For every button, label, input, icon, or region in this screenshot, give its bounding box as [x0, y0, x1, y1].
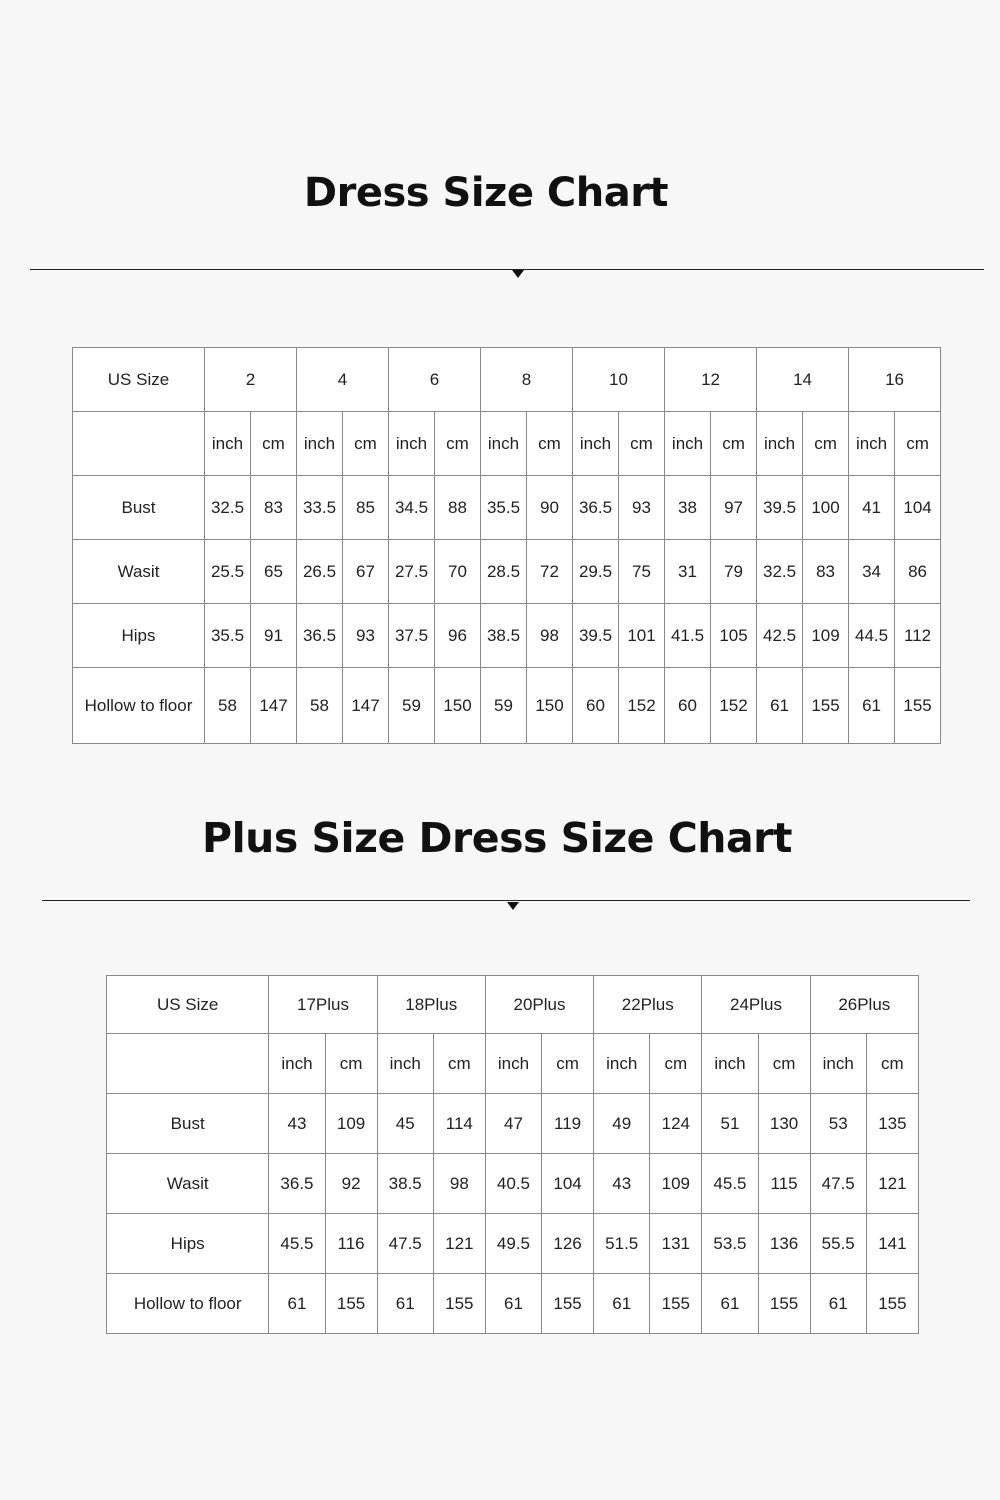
title-divider — [30, 269, 984, 270]
size-header-row — [107, 976, 919, 1034]
measurement-cell: 38.5 — [377, 1154, 433, 1214]
unit-inch: inch — [481, 412, 527, 476]
unit-inch: inch — [205, 412, 251, 476]
unit-inch: inch — [849, 412, 895, 476]
measurement-cell: 67 — [343, 540, 389, 604]
measurement-cell: 88 — [435, 476, 481, 540]
measurement-cell: 61 — [810, 1274, 866, 1334]
size-header: 14 — [757, 348, 849, 412]
measurement-cell: 27.5 — [389, 540, 435, 604]
unit-cm: cm — [619, 412, 665, 476]
measurement-cell: 49.5 — [485, 1214, 541, 1274]
measurement-cell: 90 — [527, 476, 573, 540]
measurement-cell: 93 — [343, 604, 389, 668]
size-column-label: US Size — [73, 348, 205, 412]
measurement-cell: 61 — [702, 1274, 758, 1334]
unit-inch: inch — [389, 412, 435, 476]
measurement-cell: 47 — [485, 1094, 541, 1154]
measurement-cell: 45 — [377, 1094, 433, 1154]
unit-inch: inch — [573, 412, 619, 476]
measurement-cell: 155 — [325, 1274, 377, 1334]
measurement-cell: 72 — [527, 540, 573, 604]
plus-size-table — [106, 975, 919, 1334]
title-divider — [42, 900, 970, 901]
measurement-cell: 45.5 — [702, 1154, 758, 1214]
dress-size-table — [72, 347, 941, 744]
measurement-cell: 150 — [435, 668, 481, 744]
down-arrow-icon — [507, 902, 519, 910]
size-header-row — [73, 348, 941, 412]
measurement-cell: 61 — [485, 1274, 541, 1334]
measurement-cell: 86 — [895, 540, 941, 604]
size-header: 2 — [205, 348, 297, 412]
measurement-cell: 39.5 — [757, 476, 803, 540]
row-label: Bust — [107, 1094, 269, 1154]
measurement-cell: 98 — [527, 604, 573, 668]
measurement-cell: 115 — [758, 1154, 810, 1214]
unit-cm: cm — [866, 1034, 918, 1094]
row-label: Hips — [73, 604, 205, 668]
measurement-cell: 155 — [650, 1274, 702, 1334]
size-header: 16 — [849, 348, 941, 412]
measurement-cell: 155 — [542, 1274, 594, 1334]
table-row — [73, 668, 941, 744]
measurement-cell: 104 — [542, 1154, 594, 1214]
measurement-cell: 25.5 — [205, 540, 251, 604]
measurement-cell: 83 — [803, 540, 849, 604]
unit-inch: inch — [702, 1034, 758, 1094]
unit-inch: inch — [810, 1034, 866, 1094]
measurement-cell: 47.5 — [377, 1214, 433, 1274]
measurement-cell: 33.5 — [297, 476, 343, 540]
measurement-cell: 100 — [803, 476, 849, 540]
measurement-cell: 112 — [895, 604, 941, 668]
measurement-cell: 152 — [711, 668, 757, 744]
measurement-cell: 34.5 — [389, 476, 435, 540]
measurement-cell: 150 — [527, 668, 573, 744]
size-header: 18Plus — [377, 976, 485, 1034]
measurement-cell: 61 — [377, 1274, 433, 1334]
size-header: 26Plus — [810, 976, 918, 1034]
table-row — [107, 1214, 919, 1274]
measurement-cell: 55.5 — [810, 1214, 866, 1274]
measurement-cell: 147 — [251, 668, 297, 744]
unit-inch: inch — [297, 412, 343, 476]
measurement-cell: 53.5 — [702, 1214, 758, 1274]
measurement-cell: 136 — [758, 1214, 810, 1274]
measurement-cell: 126 — [542, 1214, 594, 1274]
measurement-cell: 32.5 — [757, 540, 803, 604]
measurement-cell: 105 — [711, 604, 757, 668]
measurement-cell: 41 — [849, 476, 895, 540]
measurement-cell: 85 — [343, 476, 389, 540]
row-label: Hips — [107, 1214, 269, 1274]
unit-cm: cm — [711, 412, 757, 476]
measurement-cell: 61 — [757, 668, 803, 744]
row-label: Wasit — [107, 1154, 269, 1214]
measurement-cell: 60 — [573, 668, 619, 744]
measurement-cell: 60 — [665, 668, 711, 744]
measurement-cell: 41.5 — [665, 604, 711, 668]
measurement-cell: 31 — [665, 540, 711, 604]
measurement-cell: 97 — [711, 476, 757, 540]
unit-cm: cm — [325, 1034, 377, 1094]
unit-cm: cm — [542, 1034, 594, 1094]
unit-inch: inch — [377, 1034, 433, 1094]
measurement-cell: 45.5 — [269, 1214, 325, 1274]
unit-cm: cm — [251, 412, 297, 476]
measurement-cell: 155 — [803, 668, 849, 744]
unit-inch: inch — [594, 1034, 650, 1094]
measurement-cell: 130 — [758, 1094, 810, 1154]
measurement-cell: 135 — [866, 1094, 918, 1154]
measurement-cell: 51 — [702, 1094, 758, 1154]
size-header: 4 — [297, 348, 389, 412]
unit-header-row — [73, 412, 941, 476]
table-row — [73, 540, 941, 604]
measurement-cell: 47.5 — [810, 1154, 866, 1214]
table-row — [107, 1274, 919, 1334]
measurement-cell: 43 — [269, 1094, 325, 1154]
measurement-cell: 121 — [866, 1154, 918, 1214]
unit-inch: inch — [485, 1034, 541, 1094]
measurement-cell: 35.5 — [481, 476, 527, 540]
table-row — [73, 476, 941, 540]
measurement-cell: 79 — [711, 540, 757, 604]
measurement-cell: 49 — [594, 1094, 650, 1154]
unit-cm: cm — [758, 1034, 810, 1094]
measurement-cell: 119 — [542, 1094, 594, 1154]
unit-header-row — [107, 1034, 919, 1094]
measurement-cell: 39.5 — [573, 604, 619, 668]
measurement-cell: 96 — [435, 604, 481, 668]
measurement-cell: 101 — [619, 604, 665, 668]
measurement-cell: 155 — [895, 668, 941, 744]
measurement-cell: 26.5 — [297, 540, 343, 604]
size-header: 17Plus — [269, 976, 377, 1034]
table-row — [107, 1154, 919, 1214]
measurement-cell: 38 — [665, 476, 711, 540]
measurement-cell: 83 — [251, 476, 297, 540]
down-arrow-icon — [512, 270, 524, 278]
measurement-cell: 147 — [343, 668, 389, 744]
size-column-label: US Size — [107, 976, 269, 1034]
size-header: 10 — [573, 348, 665, 412]
measurement-cell: 121 — [433, 1214, 485, 1274]
measurement-cell: 61 — [849, 668, 895, 744]
measurement-cell: 70 — [435, 540, 481, 604]
measurement-cell: 75 — [619, 540, 665, 604]
measurement-cell: 36.5 — [573, 476, 619, 540]
measurement-cell: 131 — [650, 1214, 702, 1274]
size-header: 8 — [481, 348, 573, 412]
row-label: Hollow to floor — [73, 668, 205, 744]
measurement-cell: 44.5 — [849, 604, 895, 668]
measurement-cell: 155 — [758, 1274, 810, 1334]
unit-cm: cm — [343, 412, 389, 476]
measurement-cell: 91 — [251, 604, 297, 668]
measurement-cell: 38.5 — [481, 604, 527, 668]
measurement-cell: 65 — [251, 540, 297, 604]
blank-cell — [107, 1034, 269, 1094]
measurement-cell: 124 — [650, 1094, 702, 1154]
unit-cm: cm — [803, 412, 849, 476]
unit-cm: cm — [895, 412, 941, 476]
measurement-cell: 28.5 — [481, 540, 527, 604]
measurement-cell: 155 — [433, 1274, 485, 1334]
measurement-cell: 116 — [325, 1214, 377, 1274]
size-header: 12 — [665, 348, 757, 412]
measurement-cell: 42.5 — [757, 604, 803, 668]
unit-cm: cm — [433, 1034, 485, 1094]
row-label: Hollow to floor — [107, 1274, 269, 1334]
measurement-cell: 37.5 — [389, 604, 435, 668]
size-header: 22Plus — [594, 976, 702, 1034]
measurement-cell: 58 — [205, 668, 251, 744]
unit-inch: inch — [757, 412, 803, 476]
unit-inch: inch — [665, 412, 711, 476]
blank-cell — [73, 412, 205, 476]
measurement-cell: 109 — [650, 1154, 702, 1214]
measurement-cell: 98 — [433, 1154, 485, 1214]
measurement-cell: 61 — [269, 1274, 325, 1334]
measurement-cell: 58 — [297, 668, 343, 744]
measurement-cell: 152 — [619, 668, 665, 744]
dress-size-chart-title: Dress Size Chart — [303, 170, 669, 216]
measurement-cell: 29.5 — [573, 540, 619, 604]
table-row — [73, 604, 941, 668]
measurement-cell: 36.5 — [297, 604, 343, 668]
measurement-cell: 53 — [810, 1094, 866, 1154]
measurement-cell: 34 — [849, 540, 895, 604]
table-row — [107, 1094, 919, 1154]
size-header: 6 — [389, 348, 481, 412]
size-header: 20Plus — [485, 976, 593, 1034]
measurement-cell: 32.5 — [205, 476, 251, 540]
plus-size-chart-title: Plus Size Dress Size Chart — [202, 814, 792, 862]
measurement-cell: 59 — [389, 668, 435, 744]
unit-cm: cm — [527, 412, 573, 476]
measurement-cell: 36.5 — [269, 1154, 325, 1214]
measurement-cell: 155 — [866, 1274, 918, 1334]
measurement-cell: 40.5 — [485, 1154, 541, 1214]
measurement-cell: 51.5 — [594, 1214, 650, 1274]
measurement-cell: 114 — [433, 1094, 485, 1154]
measurement-cell: 141 — [866, 1214, 918, 1274]
measurement-cell: 92 — [325, 1154, 377, 1214]
row-label: Wasit — [73, 540, 205, 604]
unit-cm: cm — [435, 412, 481, 476]
measurement-cell: 61 — [594, 1274, 650, 1334]
measurement-cell: 109 — [325, 1094, 377, 1154]
measurement-cell: 35.5 — [205, 604, 251, 668]
unit-cm: cm — [650, 1034, 702, 1094]
unit-inch: inch — [269, 1034, 325, 1094]
row-label: Bust — [73, 476, 205, 540]
size-header: 24Plus — [702, 976, 810, 1034]
measurement-cell: 93 — [619, 476, 665, 540]
measurement-cell: 43 — [594, 1154, 650, 1214]
measurement-cell: 104 — [895, 476, 941, 540]
measurement-cell: 109 — [803, 604, 849, 668]
measurement-cell: 59 — [481, 668, 527, 744]
